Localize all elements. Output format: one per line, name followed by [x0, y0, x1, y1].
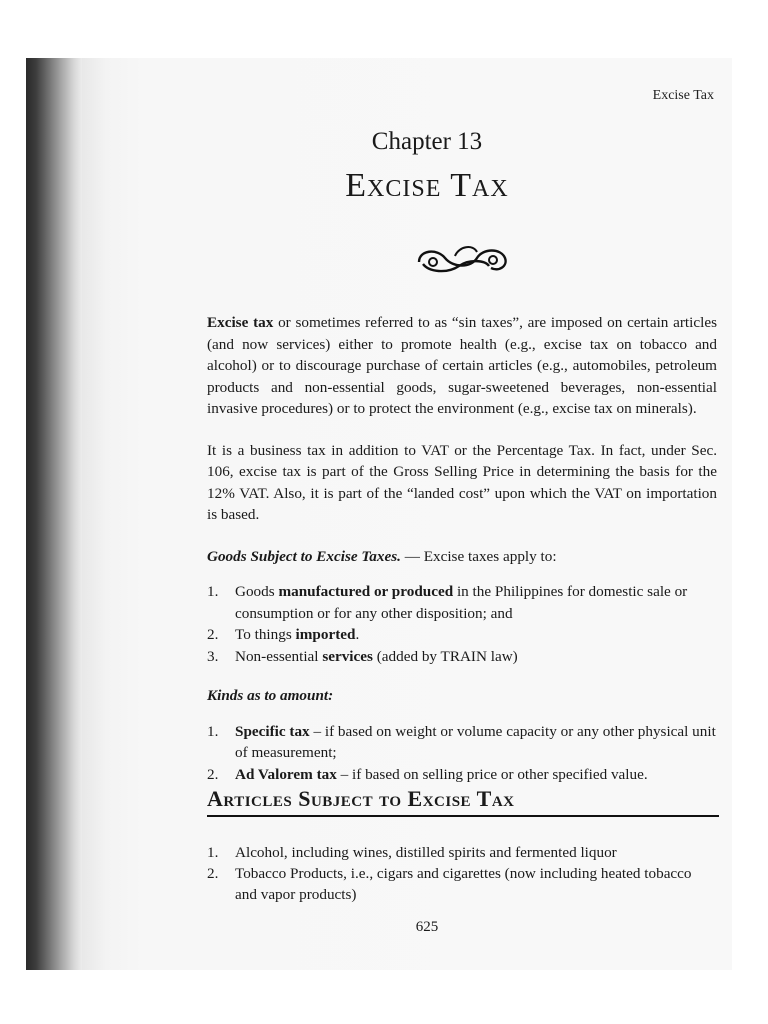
list-text: . [355, 626, 360, 643]
page-number: 625 [415, 919, 439, 935]
list-text: To things [235, 626, 296, 643]
list-text: Goods [235, 583, 279, 600]
chapter-label: Chapter 13 [371, 128, 483, 155]
list-item [207, 581, 717, 624]
list-bold: services [322, 647, 373, 665]
list-number: 2. [207, 765, 219, 783]
running-head: Excise Tax [652, 88, 714, 103]
list-text: Non-essential [235, 647, 323, 665]
kinds-heading: Kinds as to amount: [207, 687, 334, 704]
list-bold: imported [295, 626, 356, 643]
list-number: 1. [207, 583, 219, 600]
intro-definition: or sometimes referred to as “sin taxes”, are imposed on certain articles (and now services) either to promote health (e.g., excise tax on tobacco and alcohol) or to discourage purchase of certain articles (e.g., automobiles, petroleum products and non-essential goods, sugar-sweetened beverages, non-essential invasive procedures) or to protect the environment (e.g., excise tax on minerals). [207, 314, 717, 417]
list-number: 1. [207, 844, 219, 861]
list-item [207, 646, 717, 668]
list-bold: Specific tax [235, 722, 310, 740]
chapter-title: Excise Tax [345, 167, 509, 204]
list-number: 3. [207, 647, 219, 665]
list-text: – if based on weight or volume capacity or any other physical unit of measurement; [235, 722, 716, 761]
section-heading: Articles Subject to Excise Tax [207, 786, 719, 817]
goods-heading [207, 546, 717, 568]
kinds-list [207, 721, 717, 786]
intro-paragraph-2: It is a business tax in addition to VAT or the Percentage Tax. In fact, under Sec. 106, excise tax is part of the Gross Selling Price in determining the basis for the 12% VAT. Also, it is part of the “landed cost” upon which the VAT on importation is based. [207, 441, 717, 523]
goods-heading-label: Goods Subject to Excise Taxes. [207, 547, 401, 565]
list-text: Tobacco Products, i.e., cigars and cigarettes (now including heated tobacco and vapor products) [235, 865, 692, 903]
list-text: (added by TRAIN law) [372, 647, 518, 665]
list-number: 2. [207, 865, 219, 882]
goods-heading-rest: — Excise taxes apply to: [400, 547, 557, 565]
list-item [207, 624, 717, 646]
list-item [207, 721, 717, 764]
list-item [207, 863, 717, 905]
ornament-flourish-icon [415, 238, 509, 278]
list-number: 1. [207, 722, 219, 740]
intro-paragraph-1 [207, 312, 717, 420]
list-bold: manufactured or produced [278, 583, 454, 600]
list-number: 2. [207, 626, 219, 643]
chapter-body [207, 312, 717, 797]
list-text: in the Philippines for domestic sale or consumption or for any other disposition; and [235, 583, 688, 622]
list-text: – if based on selling price or other specified value. [336, 765, 648, 783]
intro-term: Excise tax [207, 314, 274, 331]
list-item [207, 764, 717, 786]
articles-list [207, 842, 717, 905]
list-item [207, 842, 717, 863]
list-text: Alcohol, including wines, distilled spirits and fermented liquor [235, 844, 617, 861]
list-bold: Ad Valorem tax [235, 765, 337, 783]
goods-list [207, 581, 717, 667]
